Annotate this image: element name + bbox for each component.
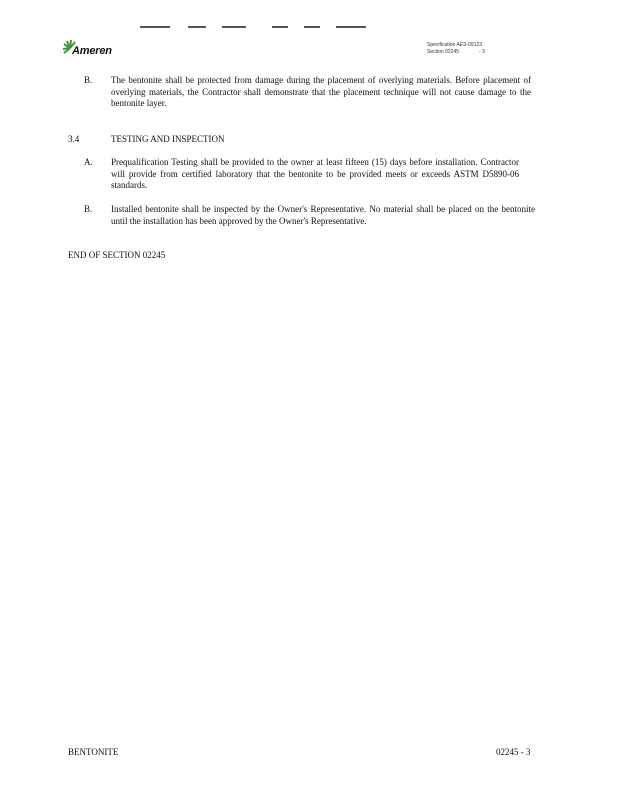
header-rule-marks (140, 26, 370, 30)
spec-section-line (427, 49, 485, 56)
footer-page-number: 02245 - 3 (496, 747, 531, 757)
section-title: TESTING AND INSPECTION (111, 134, 225, 144)
spec-section: Section 02245 (427, 49, 459, 55)
paragraph-a-testing: Prequalification Testing shall be provided to the owner at least fifteen (15) days before installation. Contractor will provide from certified laboratory that the bentonite to be provided meets or exceeds ASTM D5890-06 standards. (111, 157, 519, 190)
footer-title: BENTONITE (68, 747, 119, 757)
spec-page: - 3 (478, 49, 485, 55)
paragraph-label: B. (84, 204, 93, 214)
end-of-section: END OF SECTION 02245 (68, 250, 166, 260)
logo-text: Ameren (72, 45, 112, 57)
spec-reference (427, 42, 485, 56)
paragraph-b-protection: The bentonite shall be protected from damage during the placement of overlying materials. Before placement of overlying materials, the Contractor shall demonstrate that the placement technique will not cause damage to the bentonite layer. (111, 75, 531, 108)
paragraph-b-inspection: Installed bentonite shall be inspected by the Owner's Representative. No material shall be placed on the bentonite until the installation has been approved by the Owner's Representative. (111, 204, 535, 226)
section-number: 3.4 (68, 134, 80, 144)
spec-number: Specification AES-09123 (427, 42, 483, 48)
paragraph-label: B. (84, 75, 93, 85)
paragraph-label: A. (84, 157, 93, 167)
